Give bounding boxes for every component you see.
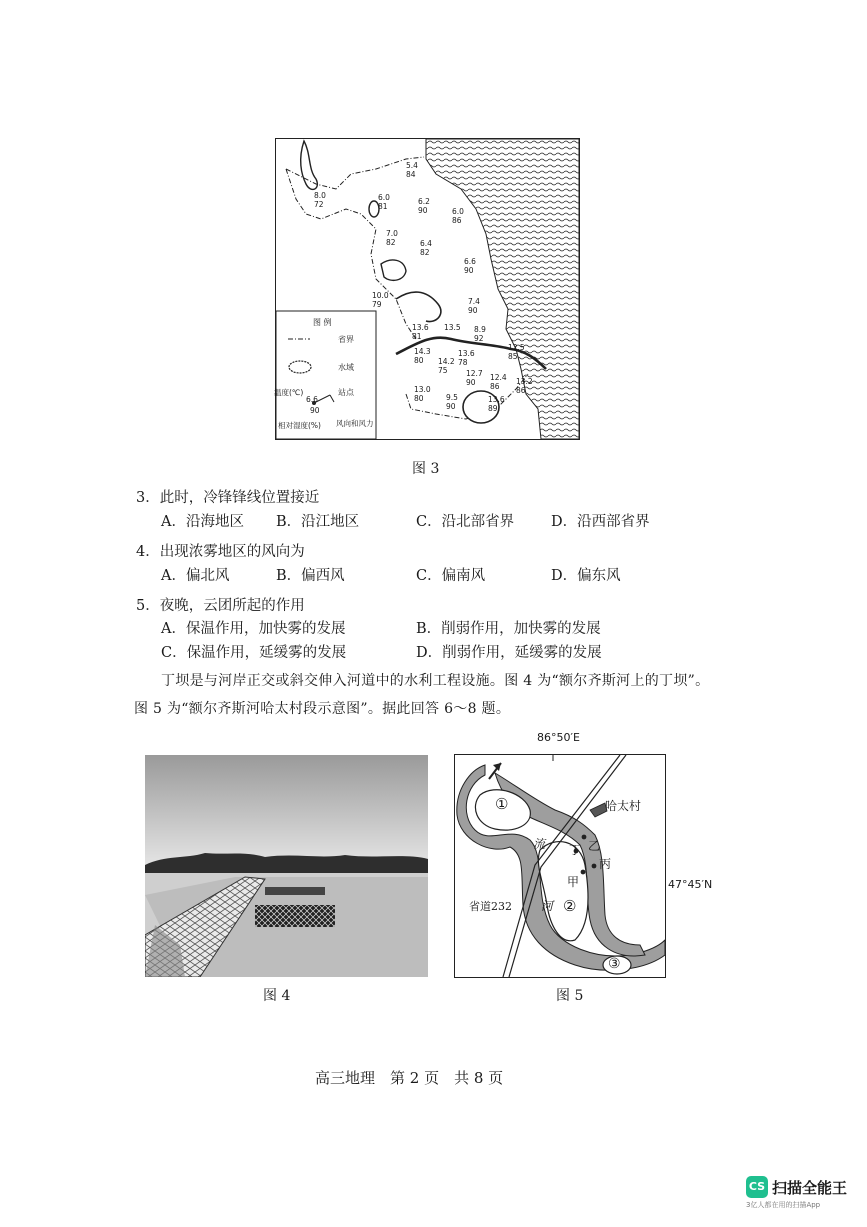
village-label: 哈太村 bbox=[605, 799, 642, 813]
area-3-label: ③ bbox=[608, 956, 621, 972]
figure-3-caption: 图 3 bbox=[412, 461, 440, 477]
latitude-label: 47°45′N bbox=[668, 878, 713, 891]
station-label: 8.0 72 bbox=[314, 191, 326, 209]
station-label: 14.3 80 bbox=[414, 347, 431, 365]
station-label: 12.5 85 bbox=[508, 343, 525, 361]
question-5-stem: 5．夜晚，云团所起的作用 bbox=[136, 598, 305, 614]
question-3-option-b: B．沿江地区 bbox=[276, 514, 360, 530]
legend-wind: 风向和风力 bbox=[336, 419, 374, 428]
station-label: 9.5 90 bbox=[446, 393, 458, 411]
station-label: 6.6 90 bbox=[464, 257, 476, 275]
legend-humidity: 相对湿度(%) bbox=[278, 421, 321, 430]
station-label: 6.0 81 bbox=[378, 193, 390, 211]
page-footer: 高三地理 第 2 页 共 8 页 bbox=[315, 1069, 504, 1087]
point-jia-label: 甲 bbox=[567, 875, 580, 889]
station-label: 13.5 bbox=[444, 323, 461, 332]
station-label: 10.0 79 bbox=[372, 291, 389, 309]
watermark-tagline: 3亿人都在用的扫描App bbox=[746, 1201, 821, 1209]
point-ding-label: 丁 bbox=[569, 843, 582, 857]
station-label: 8.9 92 bbox=[474, 325, 486, 343]
intro-line-1: 丁坝是与河岸正交或斜交伸入河道中的水利工程设施。图 4 为“额尔齐斯河上的丁坝”。 bbox=[161, 673, 710, 689]
station-label: 13.6 78 bbox=[458, 349, 475, 367]
station-label: 6.4 82 bbox=[420, 239, 432, 257]
figure-3-map bbox=[275, 138, 580, 440]
question-3-stem: 3．此时，冷锋锋线位置接近 bbox=[136, 490, 320, 506]
point-bing-label: 丙 bbox=[599, 857, 612, 871]
figure-5-caption: 图 5 bbox=[556, 988, 584, 1004]
question-4-option-c: C．偏南风 bbox=[416, 568, 486, 584]
lake-north bbox=[301, 141, 318, 189]
station-label: 12.4 86 bbox=[490, 373, 507, 391]
area-2-label: ② bbox=[563, 897, 577, 915]
legend-title: 图 例 bbox=[313, 318, 332, 327]
legend-sample-temp: 6.6 bbox=[306, 395, 318, 404]
station-label: 5.4 84 bbox=[406, 161, 418, 179]
station-label: 7.4 90 bbox=[468, 297, 480, 315]
legend-temperature: 温度(℃) bbox=[274, 388, 304, 397]
station-label: 7.0 82 bbox=[386, 229, 398, 247]
question-5-option-c: C．保温作用，延缓雾的发展 bbox=[161, 645, 347, 661]
legend-province-border: 省界 bbox=[338, 335, 354, 344]
area-1-label: ① bbox=[495, 795, 509, 813]
figure-4-svg bbox=[145, 755, 428, 977]
legend-water: 水域 bbox=[338, 363, 354, 372]
figure-4-photo bbox=[145, 755, 428, 977]
figure-4-caption: 图 4 bbox=[263, 988, 291, 1004]
station-label: 14.2 75 bbox=[438, 357, 455, 375]
figure-5-svg bbox=[455, 755, 665, 977]
watermark-name: 扫描全能王 bbox=[772, 1178, 848, 1197]
question-4-option-d: D．偏东风 bbox=[551, 568, 621, 584]
station-label: 13.2 86 bbox=[516, 377, 533, 395]
station-label: 6.0 86 bbox=[452, 207, 464, 225]
road-label: 省道232 bbox=[469, 900, 512, 913]
question-4-stem: 4．出现浓雾地区的风向为 bbox=[136, 544, 305, 560]
cs-logo-icon: CS bbox=[746, 1176, 768, 1198]
question-5-option-a: A．保温作用，加快雾的发展 bbox=[161, 621, 346, 637]
river-char-he: 河 bbox=[541, 899, 554, 913]
station-label: 6.2 90 bbox=[418, 197, 430, 215]
lake-hongze bbox=[381, 260, 406, 280]
longitude-label: 86°50′E bbox=[537, 731, 580, 744]
point-yi-label: 乙 bbox=[588, 839, 601, 853]
question-5-option-b: B．削弱作用，加快雾的发展 bbox=[416, 621, 601, 637]
intro-line-2: 图 5 为“额尔齐斯河哈太村段示意图”。据此回答 6～8 题。 bbox=[134, 701, 511, 717]
scanner-watermark bbox=[746, 1176, 847, 1210]
station-label: 13.6 81 bbox=[412, 323, 429, 341]
legend-station: 站点 bbox=[338, 388, 354, 397]
question-5-option-d: D．削弱作用，延缓雾的发展 bbox=[416, 645, 602, 661]
question-3-option-d: D．沿西部省界 bbox=[551, 514, 650, 530]
question-3-option-a: A．沿海地区 bbox=[161, 514, 244, 530]
river-char-liu: 流 bbox=[533, 837, 546, 851]
legend-sample-hum: 90 bbox=[310, 406, 320, 415]
question-4-option-b: B．偏西风 bbox=[276, 568, 345, 584]
station-label: 13.6 89 bbox=[488, 395, 505, 413]
station-label: 13.0 80 bbox=[414, 385, 431, 403]
station-label: 12.7 90 bbox=[466, 369, 483, 387]
question-4-option-a: A．偏北风 bbox=[161, 568, 230, 584]
question-3-option-c: C．沿北部省界 bbox=[416, 514, 515, 530]
figure-5-map bbox=[454, 754, 666, 978]
river-huai bbox=[396, 292, 441, 322]
